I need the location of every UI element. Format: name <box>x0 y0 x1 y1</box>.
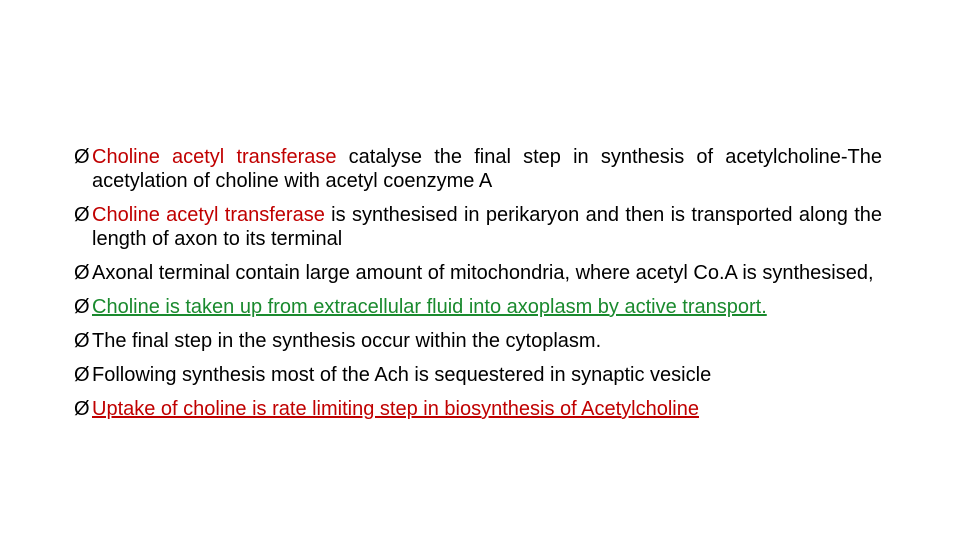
bullet-list <box>76 145 882 431</box>
bullet-text: Axonal terminal contain large amount of mitochondria, where acetyl Co.A is synthesised, <box>92 262 874 284</box>
enzyme-name: Choline acetyl transferase <box>92 146 337 168</box>
bullet-text: catalyse the final step in synthesis of acetylcholine-The acetylation of choline with acetyl coenzyme A <box>92 146 883 192</box>
bullet-7 <box>76 397 882 421</box>
arrow-bullet-icon: Ø <box>74 330 90 352</box>
bullet-3 <box>76 261 882 285</box>
bullet-6 <box>76 363 882 387</box>
bullet-5 <box>76 329 882 353</box>
bullet-text-underlined: Choline is taken up from extracellular fluid into axoplasm by active transport. <box>92 296 767 318</box>
bullet-4 <box>76 295 882 319</box>
bullet-text-underlined: Uptake of choline is rate limiting step in biosynthesis of Acetylcholine <box>92 398 699 420</box>
enzyme-name: Choline acetyl transferase <box>92 204 325 226</box>
arrow-bullet-icon: Ø <box>74 262 90 284</box>
bullet-text: is synthesised in perikaryon and then is transported along the length of axon to its terminal <box>92 204 883 250</box>
arrow-bullet-icon: Ø <box>74 204 90 226</box>
bullet-text: Following synthesis most of the Ach is sequestered in synaptic vesicle <box>92 364 712 386</box>
arrow-bullet-icon: Ø <box>74 398 90 420</box>
bullet-1 <box>76 145 882 193</box>
arrow-bullet-icon: Ø <box>74 296 90 318</box>
arrow-bullet-icon: Ø <box>74 146 90 168</box>
arrow-bullet-icon: Ø <box>74 364 90 386</box>
bullet-text: The final step in the synthesis occur within the cytoplasm. <box>92 330 602 352</box>
bullet-2 <box>76 203 882 251</box>
